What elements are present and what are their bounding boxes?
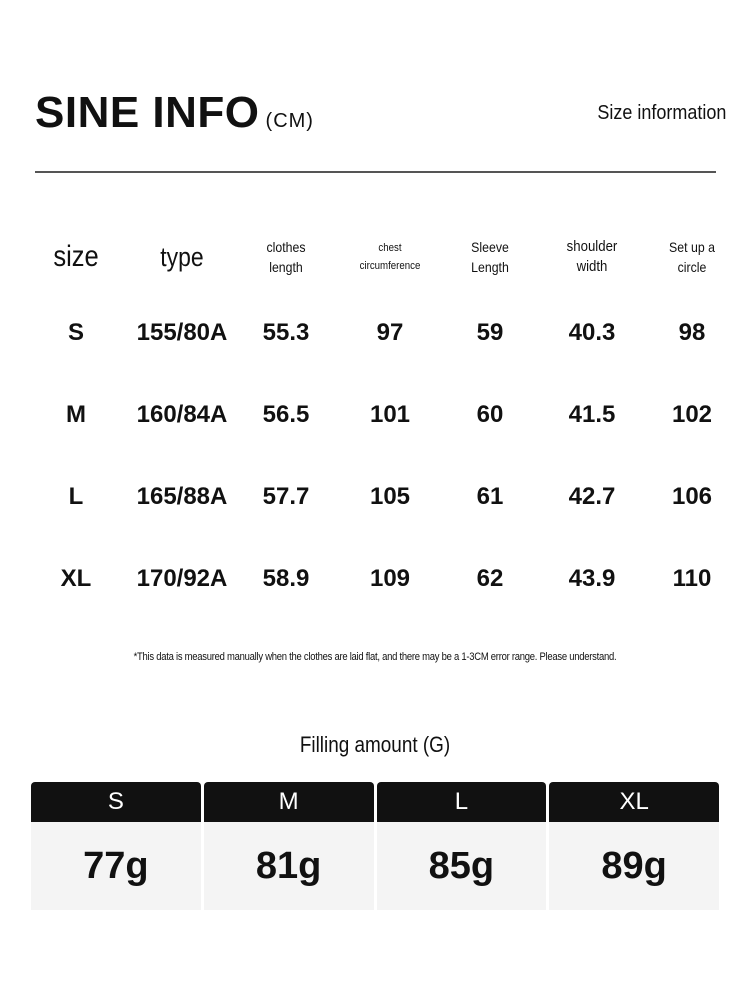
table-row (20, 456, 740, 538)
table-cell: M (66, 401, 86, 428)
column-header-type: type (160, 242, 204, 272)
column-header-set-up-a-circle: Set up a circle (669, 239, 715, 275)
filling-amount: 89g (549, 822, 719, 910)
table-cell: 109 (369, 565, 411, 592)
table-cell: 42.7 (568, 483, 616, 510)
table-cell: 101 (369, 401, 411, 428)
table-cell: 41.5 (568, 401, 616, 428)
table-cell: 59 (476, 319, 504, 346)
table-cell: 165/88A (136, 483, 228, 510)
table-cell: 58.9 (262, 565, 310, 592)
table-row (20, 374, 740, 456)
table-cell: 105 (369, 483, 411, 510)
table-cell: 170/92A (136, 565, 228, 592)
filling-size-header: L (377, 782, 547, 822)
table-cell: L (68, 483, 84, 510)
size-table-header-row (20, 222, 740, 292)
title-text: SINE INFO (35, 88, 260, 137)
table-cell: 56.5 (262, 401, 310, 428)
filling-size-header: XL (549, 782, 719, 822)
filling-amount: 85g (377, 822, 547, 910)
filling-column (377, 782, 547, 910)
table-cell: 40.3 (568, 319, 616, 346)
filling-title: Filling amount (G) (299, 732, 451, 757)
page-subtitle: Size information (596, 102, 726, 124)
table-cell: XL (60, 565, 92, 592)
table-cell: 60 (476, 401, 504, 428)
filling-column (31, 782, 201, 910)
table-cell: 110 (672, 565, 712, 592)
table-cell: 61 (476, 483, 504, 510)
table-cell: 57.7 (262, 483, 310, 510)
table-cell: 98 (678, 319, 706, 346)
table-row (20, 292, 740, 374)
table-cell: 102 (671, 401, 713, 428)
table-cell: 97 (376, 319, 404, 346)
filling-size-header: M (204, 782, 374, 822)
table-cell: 55.3 (262, 319, 310, 346)
filling-size-header: S (31, 782, 201, 822)
size-table (20, 222, 740, 620)
table-cell: 106 (671, 483, 713, 510)
table-row (20, 538, 740, 620)
column-header-sleeve-length: Sleeve Length (471, 239, 509, 275)
filling-amount: 77g (31, 822, 201, 910)
column-header-shoulder-width: shoulder width (566, 238, 618, 275)
table-cell: S (67, 319, 84, 346)
table-cell: 43.9 (568, 565, 616, 592)
filling-column (204, 782, 374, 910)
table-cell: 155/80A (136, 319, 228, 346)
filling-column (549, 782, 719, 910)
title-unit: (CM) (265, 110, 314, 132)
table-cell: 160/84A (136, 401, 228, 428)
column-header-size: size (53, 240, 99, 273)
measurement-note: *This data is measured manually when the clothes are laid flat, and there may be a 1-3CM error range. Please understand. (133, 651, 617, 663)
column-header-clothes-length: clothes length (266, 239, 306, 275)
page-title (35, 88, 314, 146)
column-header-chest-circumference: chest circumference (359, 242, 421, 272)
filling-table (31, 782, 719, 910)
header-divider (35, 171, 716, 173)
filling-amount: 81g (204, 822, 374, 910)
table-cell: 62 (476, 565, 504, 592)
